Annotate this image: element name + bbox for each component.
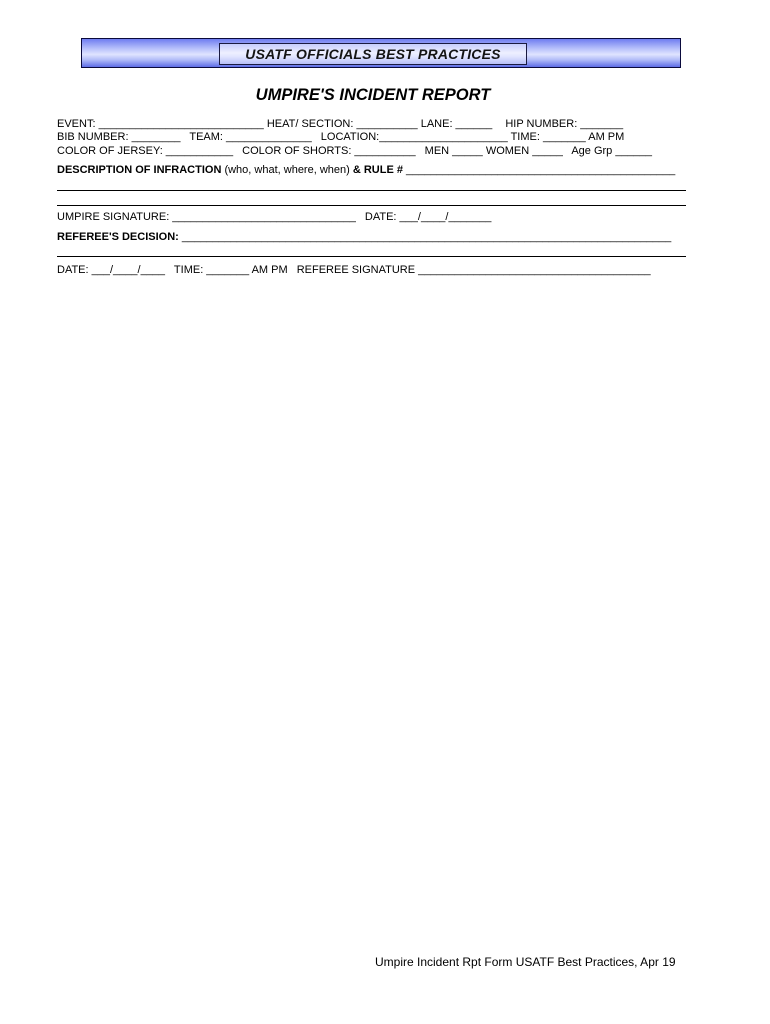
umpire-date-field[interactable]: ___/____/_______ xyxy=(399,211,492,223)
description-line-2[interactable] xyxy=(57,205,686,206)
umpire-row xyxy=(57,211,491,224)
description-blank[interactable]: ____________________________________________ xyxy=(406,164,676,176)
description-label: DESCRIPTION OF INFRACTION xyxy=(57,164,222,176)
referee-signature-field[interactable]: REFEREE SIGNATURE ______________________________________ xyxy=(296,264,651,276)
jersey-color-field[interactable]: COLOR OF JERSEY: ___________ xyxy=(57,145,234,157)
age-group-field[interactable]: Age Grp ______ xyxy=(571,145,653,157)
team-field[interactable]: TEAM: ______________ xyxy=(189,131,312,143)
header-banner xyxy=(81,38,681,68)
heat-section-field[interactable]: HEAT/ SECTION: __________ xyxy=(266,118,418,130)
page-footer: Umpire Incident Rpt Form USATF Best Practices, Apr 19 xyxy=(375,955,676,969)
referee-time-field[interactable]: TIME: _______ AM PM xyxy=(173,264,288,276)
lane-field[interactable]: LANE: ______ xyxy=(420,118,493,130)
event-field[interactable]: EVENT: ___________________________ xyxy=(57,118,264,130)
referee-decision-label: REFEREE'S DECISION: xyxy=(57,231,179,243)
referee-date-label: DATE: xyxy=(57,264,89,276)
bib-number-field[interactable]: BIB NUMBER: ________ xyxy=(57,131,181,143)
time-field[interactable]: TIME: _______ AM PM xyxy=(510,131,625,143)
rule-label: & RULE # xyxy=(352,164,403,176)
referee-decision-blank[interactable]: ________________________________________________________________________________ xyxy=(181,231,672,243)
umpire-date-label: DATE: xyxy=(364,211,397,223)
shorts-color-field[interactable]: COLOR OF SHORTS: __________ xyxy=(242,145,416,157)
hip-number-field[interactable]: HIP NUMBER: _______ xyxy=(505,118,624,130)
banner-title: USATF OFFICIALS BEST PRACTICES xyxy=(219,43,527,65)
bottom-row xyxy=(57,264,651,277)
description-hint: (who, what, where, when) xyxy=(224,164,350,176)
bib-row xyxy=(57,131,624,144)
women-field[interactable]: WOMEN _____ xyxy=(485,145,563,157)
location-field[interactable]: LOCATION:_____________________ xyxy=(320,131,508,143)
report-title: UMPIRE'S INCIDENT REPORT xyxy=(255,86,491,104)
men-field[interactable]: MEN _____ xyxy=(424,145,483,157)
umpire-signature-field[interactable]: UMPIRE SIGNATURE: ______________________________ xyxy=(57,211,356,223)
referee-decision-row xyxy=(57,231,671,244)
description-row xyxy=(57,164,675,177)
color-row xyxy=(57,145,652,158)
description-line-1[interactable] xyxy=(57,190,686,191)
referee-decision-line[interactable] xyxy=(57,256,686,257)
event-row xyxy=(57,118,623,131)
referee-date-field[interactable]: ___/____/____ xyxy=(91,264,166,276)
